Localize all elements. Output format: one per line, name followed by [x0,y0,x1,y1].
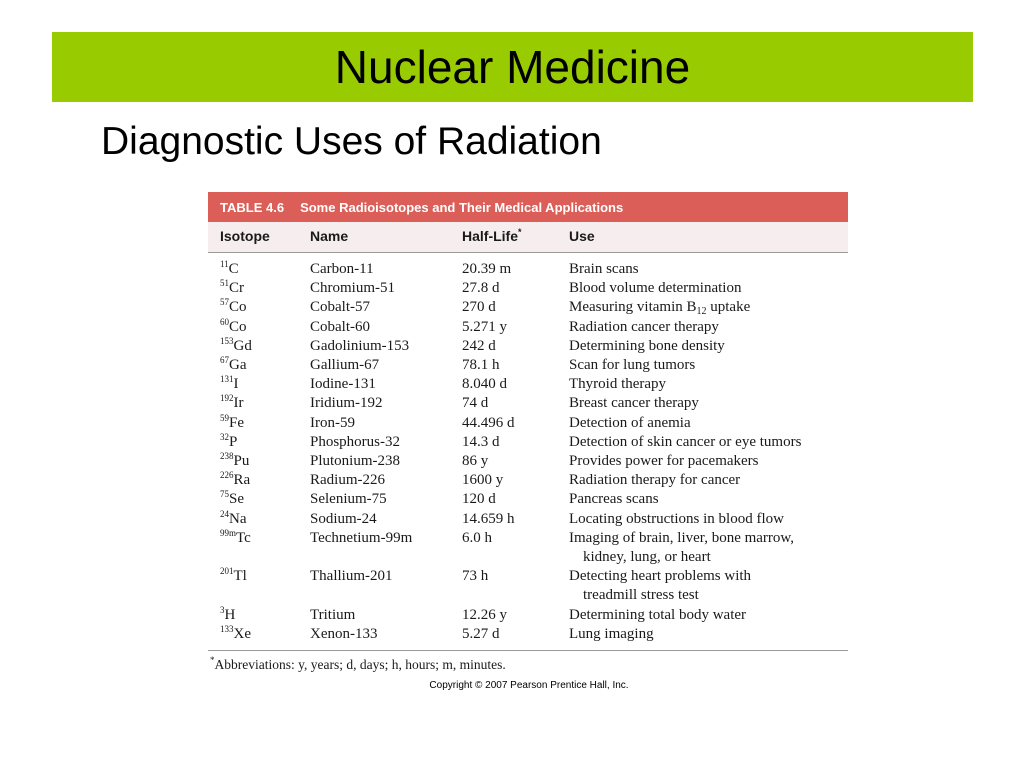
name-cell: Sodium-24 [310,510,377,527]
half-life-cell: 73 h [462,568,489,585]
element-symbol: Co [229,299,247,316]
mass-number: 131 [220,374,234,385]
isotope-cell [208,260,310,279]
use-text: Radiation therapy for cancer [569,472,741,489]
element-symbol: Co [229,318,247,335]
use-text: Determining bone density [569,337,725,354]
use-continuation: treadmill stress test [583,587,699,604]
column-header-name: Name [310,228,349,245]
table-row [208,606,848,625]
half-life-cell: 74 d [462,395,489,412]
name-cell: Thallium-201 [310,568,393,585]
half-life-cell: 270 d [462,299,496,316]
column-header-half-life [462,227,569,246]
table-row [208,394,848,413]
copyright-notice [0,680,1024,691]
mass-number: 153 [220,335,234,346]
element-symbol: Ir [233,395,244,412]
element-symbol: Tl [233,568,247,585]
element-symbol: Pu [233,453,250,470]
use-cell [569,433,848,452]
isotope-table [208,192,848,673]
use-text: Radiation cancer therapy [569,318,719,335]
name-cell: Carbon-11 [310,261,374,277]
table-row [208,260,848,279]
use-subscript: 12 [696,306,707,318]
half-life-cell: 86 y [462,453,489,470]
isotope-cell [208,510,310,529]
table-row [208,298,848,317]
use-text: Imaging of brain, liver, bone marrow, [569,529,795,546]
use-text: Scan for lung tumors [569,357,696,374]
half-life-cell: 6.0 h [462,529,492,546]
mass-number: 192 [220,393,234,404]
slide-subtitle: Diagnostic Uses of Radiation [101,120,602,163]
use-cell [569,318,848,337]
mass-number: 60 [220,316,229,327]
element-symbol: Tc [236,529,251,546]
element-symbol: Ra [233,472,251,489]
isotope-cell [208,318,310,337]
use-cell [569,490,848,509]
use-cell [569,375,848,394]
table-row [208,279,848,298]
slide-title: Nuclear Medicine [334,41,691,93]
use-continuation: kidney, lung, or heart [583,549,711,566]
isotope-cell [208,433,310,452]
use-cell [569,298,848,317]
column-header-use: Use [569,228,595,245]
half-life-cell: 5.271 y [462,318,507,335]
name-cell: Tritium [310,606,356,623]
isotope-cell [208,279,310,298]
use-cell [569,414,848,433]
element-symbol: I [233,376,239,393]
table-row [208,510,848,529]
mass-number: 238 [220,451,234,462]
half-life-cell: 12.26 y [462,606,507,623]
use-cell [569,529,848,567]
table-row [208,471,848,490]
isotope-cell [208,298,310,317]
use-cell [569,606,848,625]
mass-number: 67 [220,355,229,366]
use-cell [569,567,848,605]
table-bottom-rule [208,650,848,651]
element-symbol: Xe [233,625,251,642]
mass-number: 133 [220,623,234,634]
table-row [208,529,848,567]
footnote-mark: * [210,655,215,666]
element-symbol: Na [229,510,247,527]
half-life-cell: 120 d [462,491,496,508]
name-cell: Chromium-51 [310,280,395,297]
isotope-cell [208,394,310,413]
table-body [208,253,848,644]
use-text: Measuring vitamin B [569,299,697,316]
table-header-row [208,222,848,253]
half-life-footnote-mark: * [518,227,522,238]
use-text: Thyroid therapy [569,376,667,393]
name-cell: Plutonium-238 [310,453,401,470]
half-life-cell: 14.3 d [462,433,500,450]
half-life-cell: 44.496 d [462,414,515,431]
use-text: Provides power for pacemakers [569,453,759,470]
element-symbol: Se [229,491,244,508]
name-cell: Cobalt-60 [310,318,370,335]
mass-number: 75 [220,489,229,500]
isotope-cell [208,471,310,490]
element-symbol: P [229,433,238,450]
use-text: Detecting heart problems with [569,568,752,585]
element-symbol: C [228,261,239,277]
use-text: Determining total body water [569,606,747,623]
name-cell: Technetium-99m [310,529,413,546]
mass-number: 201 [220,566,234,577]
use-text: Lung imaging [569,625,654,642]
table-row [208,414,848,433]
use-cell [569,337,848,356]
name-cell: Gadolinium-153 [310,337,410,354]
use-cell [569,260,848,279]
element-symbol: Gd [233,337,252,354]
mass-number: 24 [220,508,229,519]
footnote-text: Abbreviations: y, years; d, days; h, hours; m, minutes. [214,657,506,673]
use-cell [569,279,848,298]
name-cell: Iron-59 [310,414,355,431]
name-cell: Cobalt-57 [310,299,370,316]
half-life-cell: 5.27 d [462,625,500,642]
element-symbol: Cr [229,280,244,297]
mass-number: 59 [220,412,229,423]
isotope-cell [208,490,310,509]
table-row [208,433,848,452]
title-bar [52,32,973,102]
use-text: Locating obstructions in blood flow [569,510,784,527]
use-text: Detection of skin cancer or eye tumors [569,433,802,450]
table-footnote [208,657,848,673]
name-cell: Radium-226 [310,472,385,489]
copyright-text: Copyright © 2007 Pearson Prentice Hall, Inc. [429,680,629,691]
isotope-cell [208,375,310,394]
mass-number: 57 [220,297,229,308]
element-symbol: Fe [229,414,244,431]
table-caption: Some Radioisotopes and Their Medical Applications [300,199,624,215]
table-row [208,318,848,337]
name-cell: Phosphorus-32 [310,433,401,450]
half-life-cell: 242 d [462,337,496,354]
use-cell [569,356,848,375]
column-header-isotope: Isotope [220,228,270,245]
name-cell: Iridium-192 [310,395,383,412]
table-row [208,452,848,471]
isotope-cell [208,414,310,433]
table-row [208,625,848,644]
isotope-cell [208,567,310,605]
half-life-cell: 14.659 h [462,510,515,527]
use-cell [569,452,848,471]
name-cell: Gallium-67 [310,357,380,374]
use-text: Breast cancer therapy [569,395,699,412]
table-row [208,567,848,605]
half-life-cell: 78.1 h [462,357,500,374]
use-cell [569,510,848,529]
use-text: Blood volume determination [569,280,742,297]
element-symbol: Ga [229,357,247,374]
table-row [208,337,848,356]
isotope-cell [208,452,310,471]
use-cell [569,625,848,644]
mass-number: 11 [220,259,229,269]
use-text: Brain scans [569,261,639,277]
mass-number: 99m [220,527,237,538]
table-row [208,356,848,375]
half-life-label: Half-Life [462,228,518,245]
use-cell [569,471,848,490]
table-number: TABLE 4.6 [220,199,285,215]
table-row [208,375,848,394]
table-row [208,490,848,509]
table-caption-bar [208,192,848,222]
use-text-after: uptake [706,299,751,316]
name-cell: Xenon-133 [310,625,378,642]
use-text: Pancreas scans [569,491,659,508]
isotope-cell [208,606,310,625]
half-life-cell: 8.040 d [462,376,507,393]
use-text: Detection of anemia [569,414,691,431]
half-life-cell: 1600 y [462,472,504,489]
mass-number: 32 [220,431,229,442]
isotope-cell [208,529,310,567]
half-life-cell: 20.39 m [462,261,512,277]
mass-number: 3 [220,604,225,615]
isotope-cell [208,337,310,356]
isotope-cell [208,356,310,375]
name-cell: Selenium-75 [310,491,387,508]
mass-number: 51 [220,278,229,289]
use-cell [569,394,848,413]
name-cell: Iodine-131 [310,376,376,393]
mass-number: 226 [220,470,234,481]
isotope-cell [208,625,310,644]
element-symbol: H [224,606,236,623]
half-life-cell: 27.8 d [462,280,500,297]
